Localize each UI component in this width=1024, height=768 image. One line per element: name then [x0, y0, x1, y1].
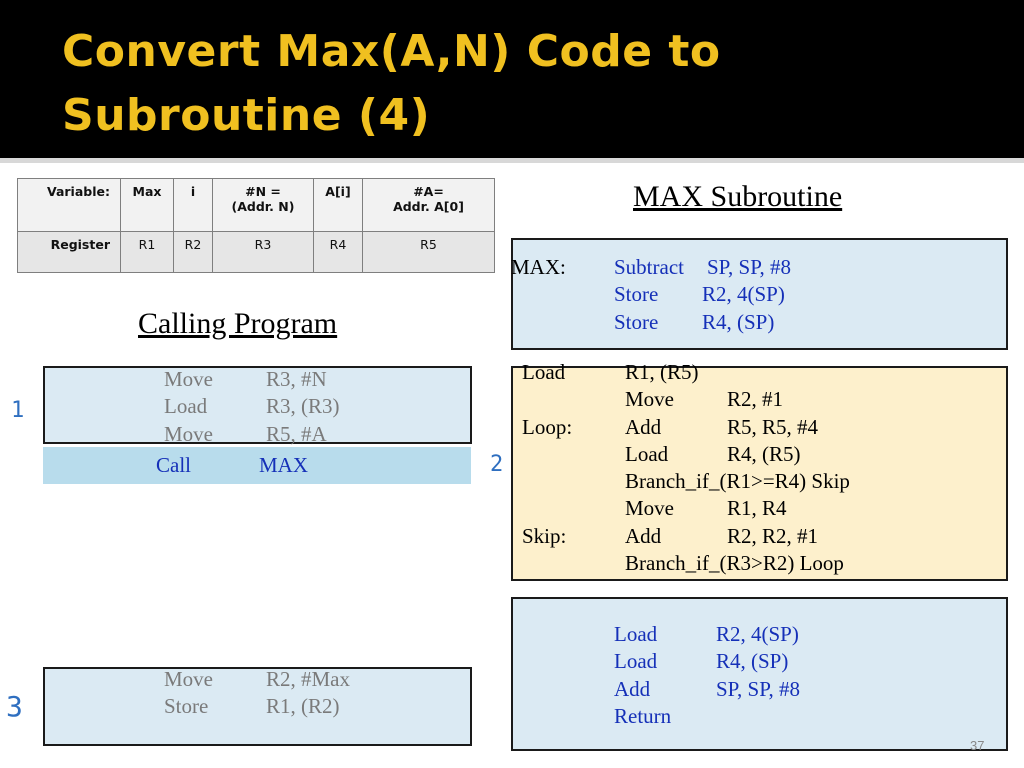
- opcode: Move: [164, 367, 213, 391]
- operands: R4, (SP): [702, 309, 775, 334]
- var-n-line1: #N =: [245, 184, 281, 199]
- reg-r4: R4: [314, 231, 363, 272]
- opcode: Subtract: [614, 255, 684, 279]
- reg-r2: R2: [174, 231, 213, 272]
- opcode: R1, (R5): [625, 360, 699, 384]
- variable-label: Variable:: [18, 179, 121, 232]
- opcode: Load: [625, 441, 669, 466]
- calling-block-1-code: [164, 366, 340, 448]
- code-line: [522, 495, 850, 522]
- code-line: [164, 693, 350, 720]
- calling-program-heading: Calling Program: [138, 307, 338, 340]
- step-marker-3: 3: [6, 690, 23, 723]
- code-line: [522, 386, 850, 413]
- var-n-line2: (Addr. N): [231, 199, 295, 214]
- opcode: Move: [625, 496, 674, 521]
- opcode: Load: [164, 394, 208, 419]
- reg-r1: R1: [121, 231, 174, 272]
- max-subroutine-heading: MAX Subroutine: [633, 180, 843, 213]
- opcode: Add: [614, 676, 651, 701]
- code-line: [511, 254, 791, 281]
- reg-r3: R3: [213, 231, 314, 272]
- operands: SP, SP, #8: [716, 676, 801, 701]
- operands: R2, #1: [727, 387, 784, 412]
- code-label: Load: [522, 360, 566, 384]
- step-marker-2: 2: [490, 452, 504, 477]
- subroutine-epilogue-code: [614, 621, 800, 730]
- code-line: [164, 366, 340, 393]
- slide-title-line-1: Convert Max(A,N) Code to: [62, 26, 721, 77]
- opcode: Add: [625, 523, 662, 548]
- code-line: [614, 676, 800, 703]
- code-label: Skip:: [522, 523, 567, 548]
- var-a: [363, 179, 495, 232]
- code-line: [511, 309, 791, 336]
- opcode: Load: [614, 622, 658, 646]
- register-row: [18, 231, 495, 272]
- subroutine-prologue-code: [511, 254, 791, 336]
- var-a-line2: Addr. A[0]: [393, 199, 464, 214]
- opcode: Store: [164, 694, 209, 719]
- operands: R4, (R5): [727, 441, 801, 466]
- code-label: MAX:: [511, 255, 566, 279]
- reg-r5: R5: [363, 231, 495, 272]
- operands: R2, #Max: [266, 667, 350, 691]
- code-line: [511, 281, 791, 308]
- code-line: [522, 414, 850, 441]
- operands: R2, 4(SP): [702, 282, 785, 307]
- operands: R5, #A: [266, 421, 327, 446]
- code-line: [164, 393, 340, 420]
- opcode: Move: [625, 387, 674, 412]
- code-line: [522, 441, 850, 468]
- title-divider: [0, 158, 1024, 163]
- call-line: [156, 452, 308, 479]
- opcode: Store: [614, 282, 659, 307]
- code-line: [522, 359, 850, 386]
- code-label: Loop:: [522, 414, 573, 439]
- step-marker-1: 1: [11, 398, 25, 423]
- operands: R1, (R2): [266, 694, 340, 719]
- operands: R4, (SP): [716, 649, 789, 674]
- opcode: Move: [164, 421, 213, 446]
- calling-block-3-code: [164, 666, 350, 721]
- code-line: [522, 468, 850, 495]
- opcode: Load: [614, 649, 658, 674]
- var-max: Max: [121, 179, 174, 232]
- opcode: Branch_if_(R3>R2) Loop: [625, 551, 844, 576]
- var-a-line1: #A=: [413, 184, 444, 199]
- code-line: [164, 421, 340, 448]
- var-i: i: [174, 179, 213, 232]
- opcode: Move: [164, 667, 213, 691]
- code-line: [522, 523, 850, 550]
- operands: R3, (R3): [266, 394, 340, 419]
- call-target: MAX: [259, 453, 309, 477]
- page-number: 37: [970, 738, 985, 753]
- code-line: [614, 703, 800, 730]
- opcode: Store: [614, 309, 659, 334]
- var-ai: A[i]: [314, 179, 363, 232]
- operands: SP, SP, #8: [707, 255, 792, 279]
- opcode: Return: [614, 703, 672, 728]
- opcode: Add: [625, 414, 662, 439]
- operands: R2, R2, #1: [727, 523, 819, 548]
- operands: R5, R5, #4: [727, 414, 819, 439]
- code-line: [522, 550, 850, 577]
- code-line: [164, 666, 350, 693]
- register-label: Register: [18, 231, 121, 272]
- opcode: Branch_if_(R1>=R4) Skip: [625, 469, 850, 494]
- variable-row: [18, 179, 495, 232]
- slide-title-line-2: Subroutine (4): [62, 90, 431, 141]
- operands: R3, #N: [266, 367, 327, 391]
- code-line: [614, 621, 800, 648]
- code-line: [614, 648, 800, 675]
- register-table: [17, 178, 495, 273]
- subroutine-body-code: [522, 359, 850, 577]
- operands: R2, 4(SP): [716, 622, 799, 646]
- call-opcode: Call: [156, 453, 191, 477]
- operands: R1, R4: [727, 496, 787, 521]
- var-n: [213, 179, 314, 232]
